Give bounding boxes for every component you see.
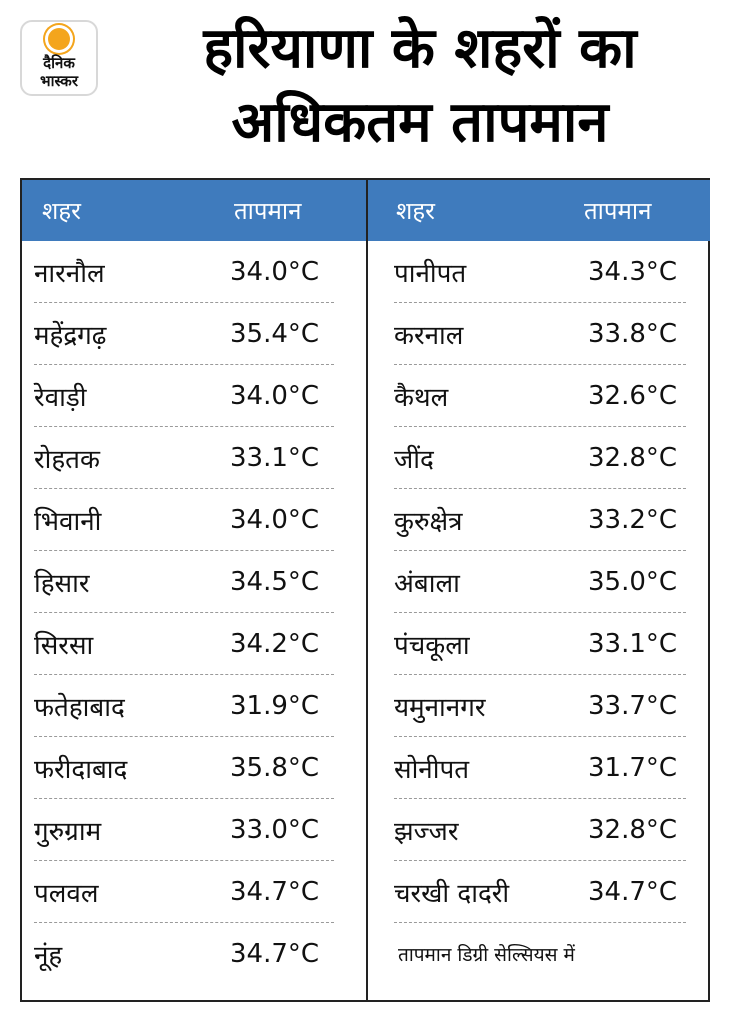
city-name: गुरुग्राम [34, 816, 102, 847]
temperature-value: 35.0°C [588, 566, 678, 597]
city-name: जींद [394, 444, 434, 475]
table-row [394, 427, 686, 489]
city-name: सोनीपत [394, 754, 470, 785]
temperature-value: 33.1°C [588, 628, 678, 659]
temperature-value: 34.0°C [230, 504, 320, 535]
city-name: कैथल [394, 382, 449, 413]
city-name: पंचकूला [394, 630, 470, 661]
temperature-value: 32.8°C [588, 814, 678, 845]
table-row [34, 489, 334, 551]
temperature-value: 34.2°C [230, 628, 320, 659]
table-row [394, 737, 686, 799]
title-line2: अधिकतम तापमान [231, 90, 609, 155]
table-row [394, 675, 686, 737]
table-row [34, 551, 334, 613]
temperature-value: 35.4°C [230, 318, 320, 349]
table-row [394, 799, 686, 861]
table-row [394, 489, 686, 551]
city-name: सिरसा [34, 630, 94, 661]
temperature-value: 34.5°C [230, 566, 320, 597]
city-name: कुरुक्षेत्र [394, 506, 463, 537]
city-name: फरीदाबाद [34, 754, 128, 785]
table-row [394, 551, 686, 613]
city-name: फतेहाबाद [34, 692, 125, 723]
table-header-right [368, 180, 710, 241]
city-name: पलवल [34, 878, 99, 909]
city-name: नारनौल [34, 258, 105, 289]
temperature-value: 33.8°C [588, 318, 678, 349]
table-row [34, 303, 334, 365]
table-row [394, 365, 686, 427]
header-temp-label: तापमान [234, 197, 302, 225]
sun-icon [48, 28, 70, 50]
table-row [34, 675, 334, 737]
logo-text-line2: भास्कर [40, 72, 78, 90]
temperature-value: 33.1°C [230, 442, 320, 473]
left-rows [22, 241, 366, 985]
temperature-value: 33.0°C [230, 814, 320, 845]
city-name: यमुनानगर [394, 692, 486, 723]
temperature-value: 32.8°C [588, 442, 678, 473]
table-row [34, 737, 334, 799]
city-name: हिसार [34, 568, 90, 599]
temperature-value: 33.2°C [588, 504, 678, 535]
temperature-value: 31.9°C [230, 690, 320, 721]
city-name: झज्जर [394, 816, 459, 847]
temperature-value: 34.7°C [230, 876, 320, 907]
city-name: पानीपत [394, 258, 467, 289]
table-left-column [22, 180, 366, 1000]
unit-note: तापमान डिग्री सेल्सियस में [398, 944, 575, 966]
table-row [34, 241, 334, 303]
table-row [34, 923, 334, 985]
temperature-value: 34.0°C [230, 256, 320, 287]
header-city-label: शहर [42, 197, 81, 225]
table-row [34, 799, 334, 861]
header-city-label: शहर [396, 197, 435, 225]
temperature-value: 34.7°C [230, 939, 320, 969]
city-name: रेवाड़ी [34, 382, 87, 413]
table-row [34, 427, 334, 489]
table-row [34, 613, 334, 675]
temperature-value: 35.8°C [230, 752, 320, 783]
logo-text-line1: दैनिक [43, 54, 75, 72]
header-temp-label: तापमान [584, 197, 652, 225]
temperature-value: 34.3°C [588, 256, 678, 287]
table-header-left [22, 180, 366, 241]
city-name: चरखी दादरी [394, 878, 510, 909]
table-row [394, 241, 686, 303]
page-title [110, 12, 730, 160]
city-name: नूंह [34, 941, 63, 971]
temperature-table [20, 178, 710, 1002]
city-name: करनाल [394, 320, 464, 351]
table-row [394, 613, 686, 675]
table-row [394, 303, 686, 365]
temperature-value: 31.7°C [588, 752, 678, 783]
table-right-column [368, 180, 710, 1000]
city-name: रोहतक [34, 444, 100, 475]
city-name: अंबाला [394, 568, 460, 599]
city-name: महेंद्रगढ़ [34, 320, 107, 351]
table-row [34, 365, 334, 427]
city-name: भिवानी [34, 506, 102, 537]
temperature-value: 34.0°C [230, 380, 320, 411]
title-line1: हरियाणा के शहरों का [203, 16, 637, 81]
temperature-value: 34.7°C [588, 876, 678, 907]
dainik-bhaskar-logo [20, 20, 98, 96]
right-rows [368, 241, 710, 985]
temperature-value: 32.6°C [588, 380, 678, 411]
table-row [34, 861, 334, 923]
table-row [394, 861, 686, 923]
temperature-value: 33.7°C [588, 690, 678, 721]
